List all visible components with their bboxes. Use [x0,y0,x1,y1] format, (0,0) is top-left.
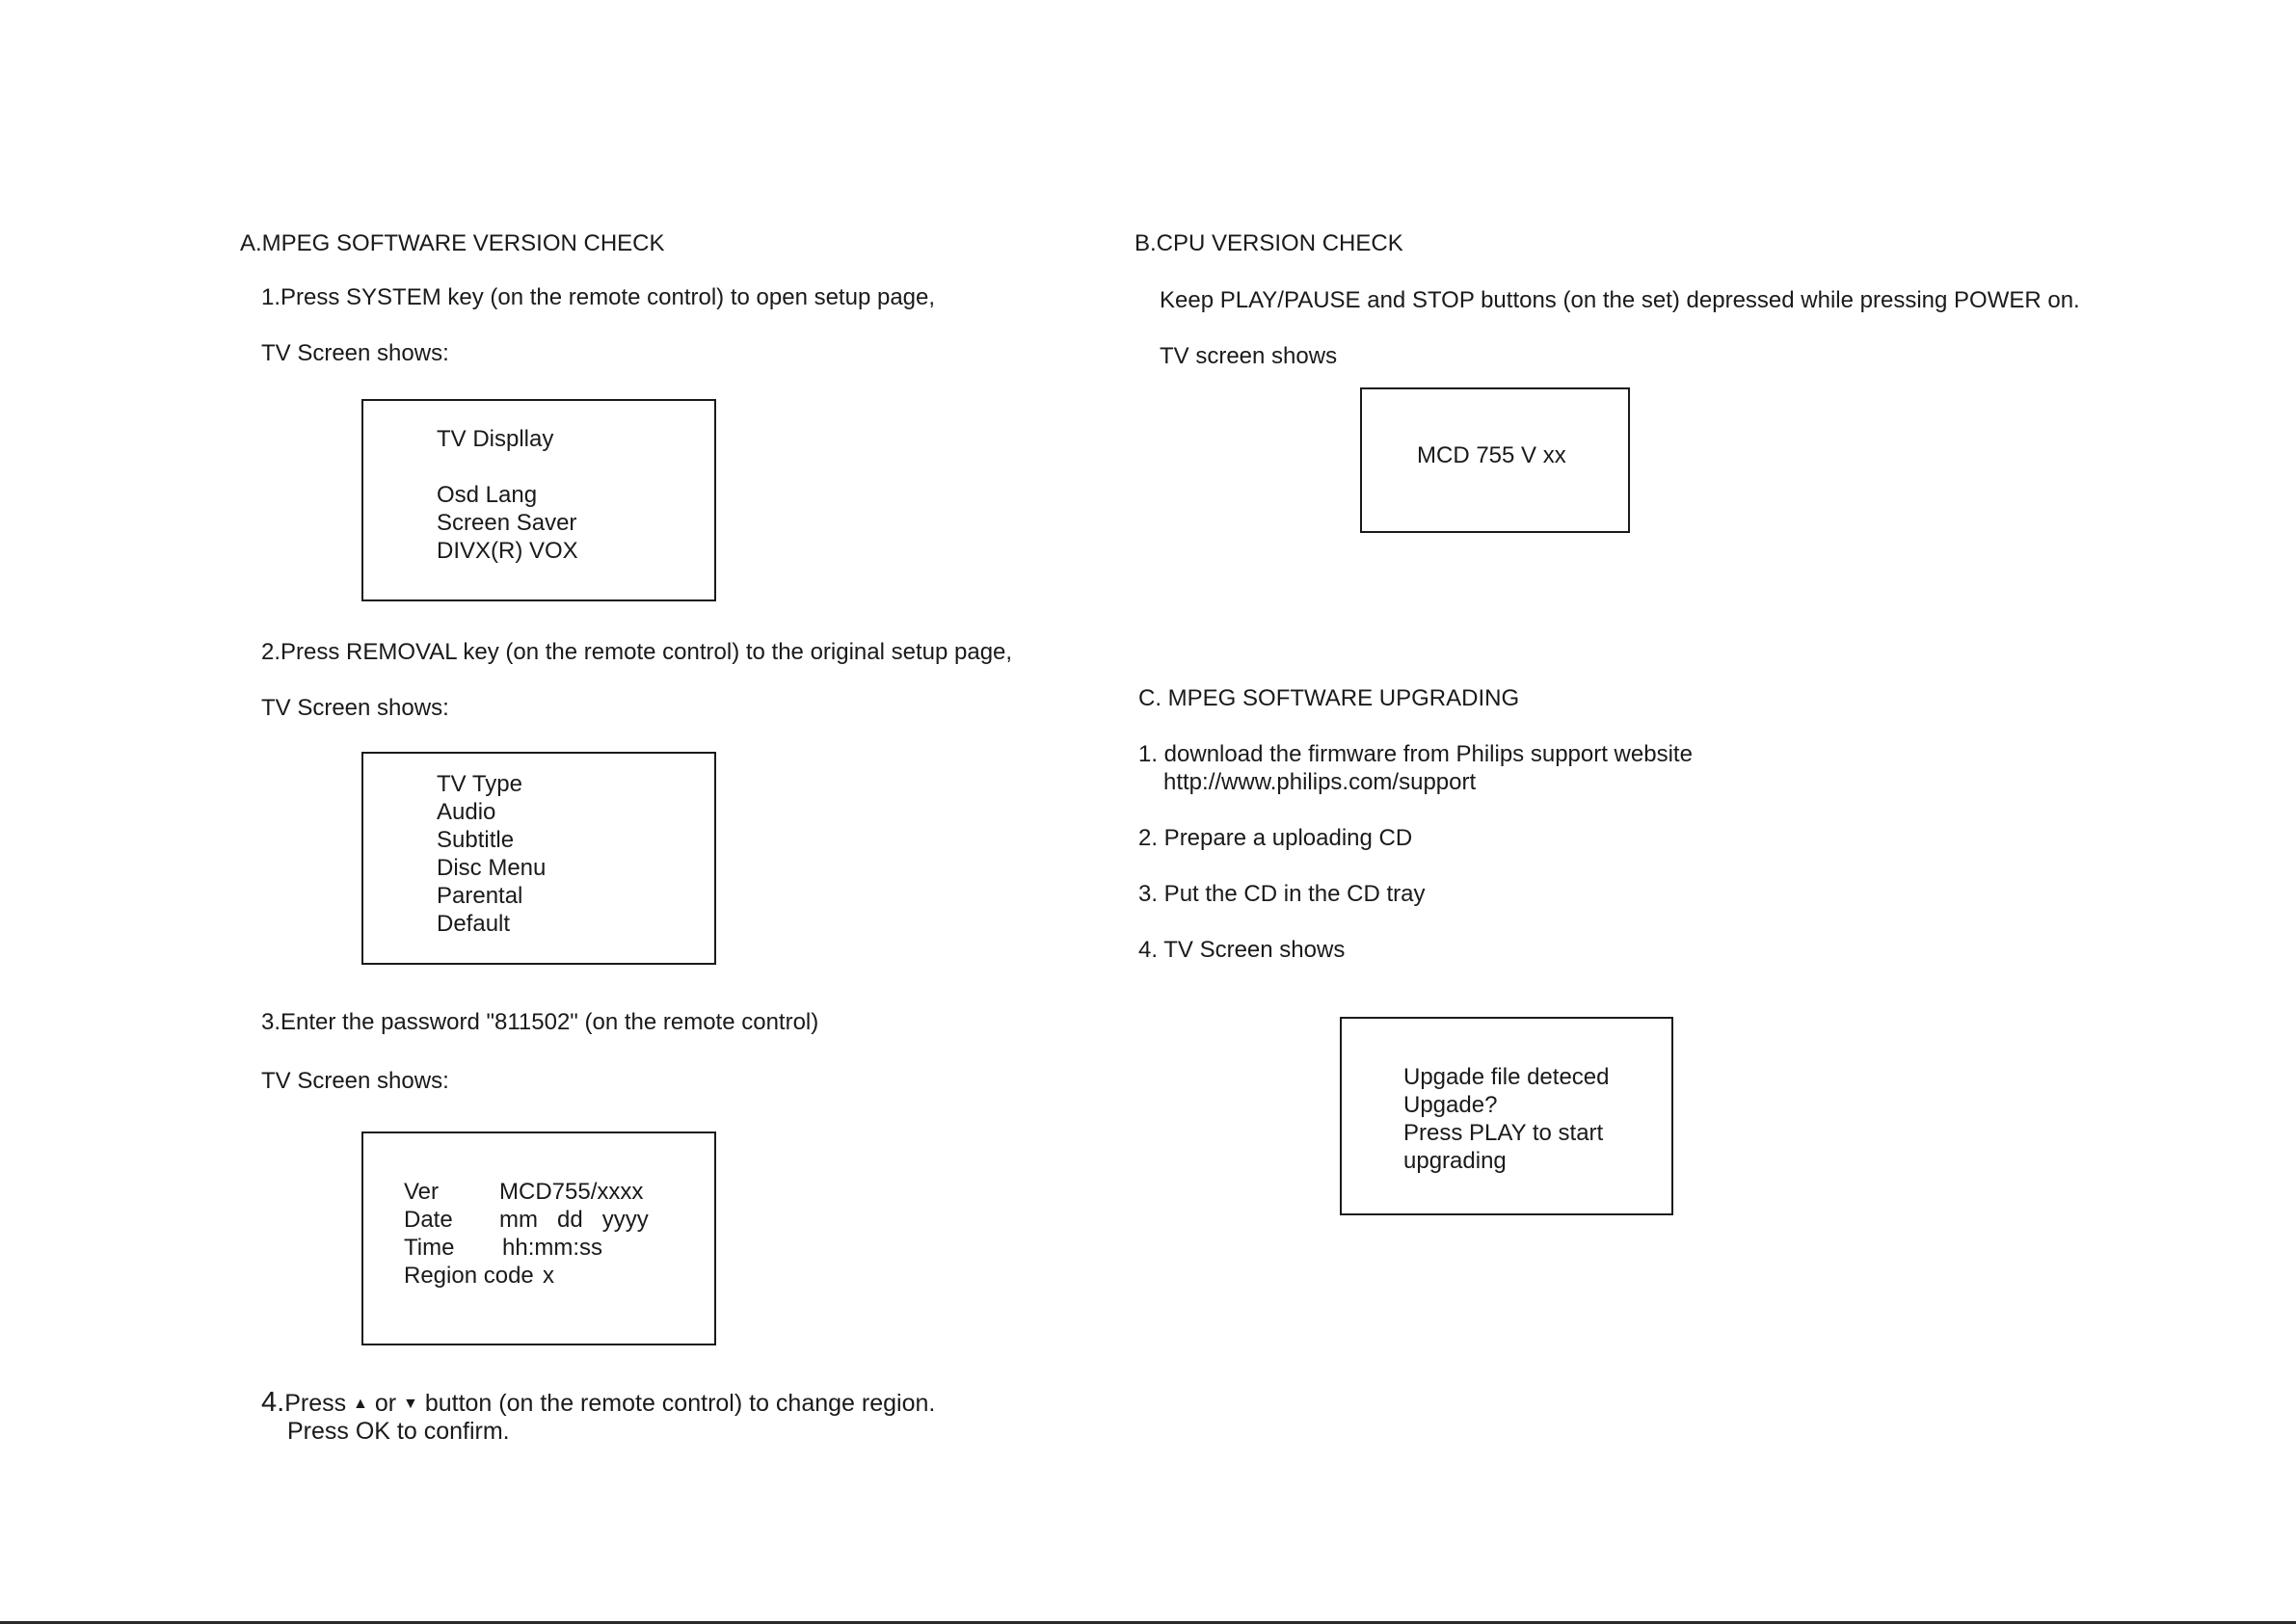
section-a-step4-line2: Press OK to confirm. [287,1418,510,1445]
version-value: hh:mm:ss [502,1235,603,1261]
version-label: Date [404,1207,453,1233]
section-a-step2-shows: TV Screen shows: [261,695,449,721]
upgrade-line: Press PLAY to start [1403,1120,1604,1146]
section-b-instruction: Keep PLAY/PAUSE and STOP buttons (on the set) depressed while pressing POWER on. [1160,287,2080,313]
section-a-step3: 3.Enter the password "811502" (on the remote control) [261,1009,819,1035]
screen1-items [437,481,578,565]
version-value: x [543,1263,554,1289]
screen1-item: DIVX(R) VOX [437,538,578,564]
screen1-item: Osd Lang [437,482,538,508]
upgrade-line: Upgade? [1403,1092,1498,1118]
section-a-step3-shows: TV Screen shows: [261,1068,449,1094]
version-value: MCD755/xxxx [499,1179,644,1205]
version-value: mm dd yyyy [499,1207,649,1233]
step4-press: Press [284,1390,347,1417]
upgrade-line: Upgade file deteced [1403,1064,1610,1090]
tv-screen-version-info [361,1131,716,1345]
up-arrow-icon: ▲ [353,1396,368,1412]
section-c-step1: 1. download the firmware from Philips support website [1138,741,1693,767]
version-label: Region code [404,1263,534,1289]
section-b-heading: B.CPU VERSION CHECK [1135,230,1403,256]
screen1-title: TV Displlay [437,426,554,452]
version-values [499,1178,649,1290]
section-a-step2: 2.Press REMOVAL key (on the remote control) to the original setup page, [261,639,1013,665]
version-label: Time [404,1235,455,1261]
section-c-step4: 4. TV Screen shows [1138,937,1346,963]
section-c-step2: 2. Prepare a uploading CD [1138,825,1413,851]
tv-screen-upgrade-prompt [1340,1017,1673,1215]
section-c-step3: 3. Put the CD in the CD tray [1138,881,1426,907]
screen2-item: Disc Menu [437,855,547,881]
upgrade-line: upgrading [1403,1148,1507,1174]
section-c-heading: C. MPEG SOFTWARE UPGRADING [1138,685,1520,711]
section-a-step4 [261,1388,935,1419]
down-arrow-icon: ▼ [403,1396,418,1412]
tv-screen-setup-page [361,399,716,601]
screen2-item: Default [437,911,511,937]
screen2-item: Parental [437,883,523,909]
screen2-item: Audio [437,799,496,825]
screen1-item: Screen Saver [437,510,577,536]
cpu-version-text: MCD 755 V xx [1417,442,1566,468]
section-c-step1-url: http://www.philips.com/support [1163,769,1477,795]
section-a-step1: 1.Press SYSTEM key (on the remote control) to open setup page, [261,284,936,310]
tv-screen-cpu-version [1360,387,1630,533]
step4-rest: button (on the remote control) to change region. [424,1390,936,1417]
section-a-heading: A.MPEG SOFTWARE VERSION CHECK [240,230,665,256]
screen2-item: TV Type [437,771,522,797]
screen2-items [437,770,546,938]
section-b-shows: TV screen shows [1160,343,1338,369]
step4-number: 4. [261,1387,285,1418]
step4-or: or [374,1390,397,1417]
tv-screen-original-setup [361,752,716,965]
section-a-step1-shows: TV Screen shows: [261,340,449,366]
screen2-item: Subtitle [437,827,515,853]
version-label: Ver [404,1179,440,1205]
upgrade-lines [1403,1063,1610,1175]
